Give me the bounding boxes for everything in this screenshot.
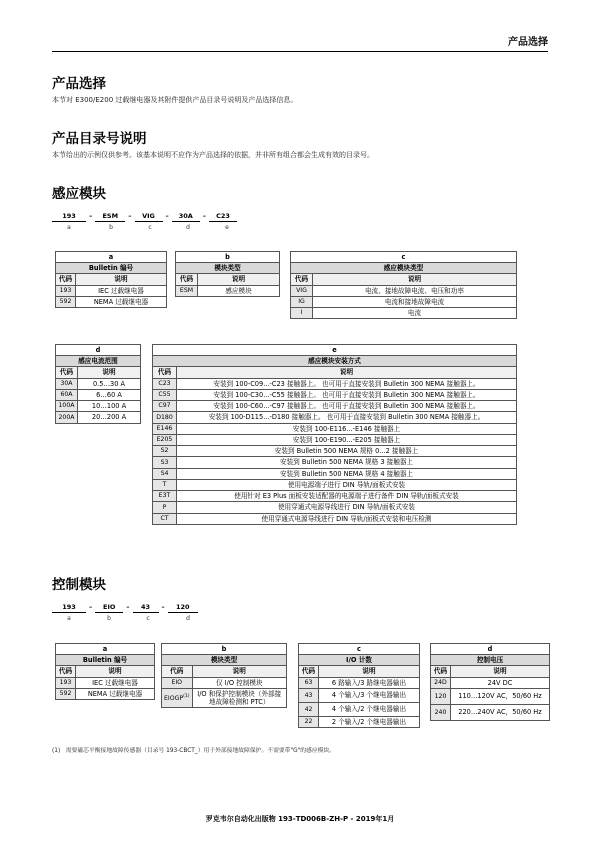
table-title: 模块类型 xyxy=(162,655,287,666)
code-letter: b xyxy=(109,224,113,231)
col-header-desc: 说明 xyxy=(319,666,420,677)
control-code-letters xyxy=(52,615,252,625)
sensing-table-b xyxy=(175,251,280,297)
cell-desc: 4 个输入/3 个继电器输出 xyxy=(319,688,420,702)
col-header-desc: 说明 xyxy=(313,274,517,285)
table-row xyxy=(56,378,141,389)
sensing-table-d xyxy=(55,344,141,424)
cell-code: 42 xyxy=(299,702,319,716)
col-header-code: 代码 xyxy=(162,666,193,677)
footnote xyxy=(52,745,335,754)
code-text: EIOGP xyxy=(164,694,184,702)
table-row xyxy=(162,688,287,707)
sensing-table-a xyxy=(55,251,167,308)
cell-desc: 220…240V AC，50/60 Hz xyxy=(451,704,550,720)
code-letter: c xyxy=(148,224,152,231)
cell-code: VIG xyxy=(291,285,313,296)
table-row xyxy=(299,702,420,716)
col-header-desc: 说明 xyxy=(451,666,550,677)
code-letter: c xyxy=(146,615,150,622)
code-letter: b xyxy=(107,615,111,622)
table-title: Bulletin 编号 xyxy=(56,263,167,274)
table-letter: d xyxy=(56,345,141,356)
cell-desc: 电流和接地故障电流 xyxy=(313,296,517,307)
cell-desc: NEMA 过载继电器 xyxy=(76,688,155,699)
table-row xyxy=(56,688,155,699)
table-row xyxy=(56,401,141,412)
cell-desc: 6 路输入/3 路继电器输出 xyxy=(319,677,420,688)
footnote-ref: (1) xyxy=(183,693,190,699)
code-letter: d xyxy=(186,224,190,231)
cell-code: C97 xyxy=(153,401,177,412)
table-row xyxy=(431,688,550,704)
cell-desc: IEC 过载继电器 xyxy=(76,677,155,688)
col-header-desc: 说明 xyxy=(76,274,167,285)
table-row xyxy=(153,502,517,513)
control-table-c xyxy=(298,643,420,728)
table-title: 控制电压 xyxy=(431,655,550,666)
cell-desc: 安装到 Bulletin 500 NEMA 规格 4 接触器上 xyxy=(177,468,517,479)
cell-desc: 电流、接地故障电流、电压和功率 xyxy=(313,285,517,296)
table-row xyxy=(153,412,517,423)
table-row xyxy=(299,716,420,727)
code-part: 43 xyxy=(133,603,159,613)
table-row xyxy=(153,468,517,479)
cell-desc: 安装到 100-D115...-D180 接触器上。 也可用于直接安装到 Bulletin 300 NEMA 接触器上。 xyxy=(177,412,517,423)
intro-text: 本节对 E300/E200 过载继电器及其附件提供产品目录号说明及产品选择信息。 xyxy=(52,96,298,104)
cell-code: CT xyxy=(153,513,177,524)
table-row xyxy=(153,457,517,468)
table-letter: e xyxy=(153,345,517,356)
code-part: VIG xyxy=(135,212,163,222)
cell-desc: 20…200 A xyxy=(78,412,141,423)
cell-desc: I/O 和保护控制模块（外部接地故障检测和 PTC） xyxy=(192,688,286,707)
code-part: 120 xyxy=(168,603,198,613)
code-letter: e xyxy=(225,224,229,231)
table-row xyxy=(56,412,141,423)
cell-code: S2 xyxy=(153,446,177,457)
table-row xyxy=(431,704,550,720)
code-letter: a xyxy=(67,615,71,622)
cell-code: 63 xyxy=(299,677,319,688)
cell-code: 592 xyxy=(56,688,76,699)
table-row xyxy=(56,285,167,296)
table-row xyxy=(176,285,280,296)
cell-code: S3 xyxy=(153,457,177,468)
header-section-label: 产品选择 xyxy=(508,37,548,48)
table-title: Bulletin 编号 xyxy=(56,655,155,666)
table-row xyxy=(153,401,517,412)
table-letter: c xyxy=(291,252,517,263)
col-header-code: 代码 xyxy=(153,367,177,378)
cell-code: C55 xyxy=(153,389,177,400)
col-header-desc: 说明 xyxy=(78,367,141,378)
sensing-table-c xyxy=(290,251,517,319)
cell-desc: 安装到 100-E116...-E146 接触器上 xyxy=(177,423,517,434)
code-part: 193 xyxy=(52,603,86,613)
table-row xyxy=(153,378,517,389)
cell-code: 24D xyxy=(431,677,451,688)
code-part: 30A xyxy=(172,212,200,222)
table-row xyxy=(291,308,517,319)
control-catalog-code: 193 – EIO – 43 – 120 xyxy=(52,603,198,613)
cell-code: 193 xyxy=(56,677,76,688)
cell-desc: 24V DC xyxy=(451,677,550,688)
col-header-code: 代码 xyxy=(56,367,78,378)
cell-desc: 使用穿通式电源导线进行 DIN 导轨/面板式安装和电压检测 xyxy=(177,513,517,524)
table-title: 感应电流范围 xyxy=(56,356,141,367)
cell-code: 200A xyxy=(56,412,78,423)
cell-code: 22 xyxy=(299,716,319,727)
cell-code xyxy=(162,688,193,707)
table-letter: b xyxy=(176,252,280,263)
cell-desc: 10…100 A xyxy=(78,401,141,412)
table-title: I/O 计数 xyxy=(299,655,420,666)
cell-code: D180 xyxy=(153,412,177,423)
table-row xyxy=(153,479,517,490)
col-header-desc: 说明 xyxy=(76,666,155,677)
cell-code: 60A xyxy=(56,389,78,400)
cell-code: E3T xyxy=(153,491,177,502)
table-row xyxy=(153,491,517,502)
sensing-catalog-code: 193 – ESM – VIG – 30A – C23 xyxy=(52,212,237,222)
catalog-explain-title: 产品目录号说明 xyxy=(52,131,147,147)
cell-code: 30A xyxy=(56,378,78,389)
col-header-code: 代码 xyxy=(431,666,451,677)
table-title: 感应模块类型 xyxy=(291,263,517,274)
table-row xyxy=(291,296,517,307)
code-part: ESM xyxy=(95,212,125,222)
table-row xyxy=(56,296,167,307)
col-header-desc: 说明 xyxy=(177,367,517,378)
control-table-b xyxy=(161,643,287,708)
cell-desc: 6…60 A xyxy=(78,389,141,400)
cell-code: 240 xyxy=(431,704,451,720)
cell-desc: NEMA 过载继电器 xyxy=(76,296,167,307)
cell-desc: 安装到 100-C30...-C55 接触器上。 也可用于直接安装到 Bulletin 300 NEMA 接触器上。 xyxy=(177,389,517,400)
control-table-a xyxy=(55,643,155,700)
table-title: 模块类型 xyxy=(176,263,280,274)
cell-desc: 使用穿通式电源导线进行 DIN 导轨/面板式安装 xyxy=(177,502,517,513)
cell-code: E205 xyxy=(153,434,177,445)
table-row xyxy=(153,434,517,445)
cell-desc: 0.5…30 A xyxy=(78,378,141,389)
col-header-code: 代码 xyxy=(299,666,319,677)
cell-desc: IEC 过载继电器 xyxy=(76,285,167,296)
cell-desc: 安装到 100-C60...-C97 接触器上。 也可用于直接安装到 Bulletin 300 NEMA 接触器上。 xyxy=(177,401,517,412)
cell-code: 120 xyxy=(431,688,451,704)
sensing-code-letters xyxy=(52,224,272,234)
col-header-code: 代码 xyxy=(176,274,198,285)
control-table-d xyxy=(430,643,550,721)
cell-code: 193 xyxy=(56,285,76,296)
cell-code: T xyxy=(153,479,177,490)
table-row xyxy=(153,446,517,457)
col-header-code: 代码 xyxy=(56,274,76,285)
table-letter: a xyxy=(56,644,155,655)
table-row xyxy=(431,677,550,688)
cell-code: IG xyxy=(291,296,313,307)
table-row xyxy=(162,677,287,688)
table-title: 感应模块安装方式 xyxy=(153,356,517,367)
cell-desc: 安装到 100-E190...-E205 接触器上 xyxy=(177,434,517,445)
catalog-explain-text: 本节给出的示例仅供参考。该基本说明不应作为产品选择的依据，并非所有组合都会生成有效的目录号。 xyxy=(52,151,374,159)
table-row xyxy=(291,285,517,296)
cell-code: 100A xyxy=(56,401,78,412)
table-row xyxy=(299,677,420,688)
sensing-module-title: 感应模块 xyxy=(52,186,106,202)
code-letter: d xyxy=(186,615,190,622)
cell-desc: 110…120V AC，50/60 Hz xyxy=(451,688,550,704)
footnote-mark: (1) xyxy=(52,748,61,754)
col-header-desc: 说明 xyxy=(192,666,286,677)
table-letter: c xyxy=(299,644,420,655)
cell-desc: 4 个输入/2 个继电器输出 xyxy=(319,702,420,716)
table-letter: d xyxy=(431,644,550,655)
cell-code: S4 xyxy=(153,468,177,479)
code-part: 193 xyxy=(52,212,86,222)
table-row xyxy=(153,423,517,434)
table-letter: b xyxy=(162,644,287,655)
table-letter: a xyxy=(56,252,167,263)
cell-code: P xyxy=(153,502,177,513)
cell-code: E146 xyxy=(153,423,177,434)
cell-code: 592 xyxy=(56,296,76,307)
cell-code: ESM xyxy=(176,285,198,296)
table-row xyxy=(153,513,517,524)
cell-desc: 安装到 Bulletin 500 NEMA 规格 3 接触器上 xyxy=(177,457,517,468)
col-header-code: 代码 xyxy=(291,274,313,285)
cell-code: EIO xyxy=(162,677,193,688)
sensing-table-e xyxy=(152,344,517,525)
cell-desc: 2 个输入/2 个继电器输出 xyxy=(319,716,420,727)
cell-desc: 使用电源端子进行 DIN 导轨/面板式安装 xyxy=(177,479,517,490)
control-module-title: 控制模块 xyxy=(52,577,106,593)
cell-desc: 电流 xyxy=(313,308,517,319)
cell-desc: 仅 I/O 控制模块 xyxy=(192,677,286,688)
page-footer: 罗克韦尔自动化出版物 193-TD006B-ZH-P - 2019年1月 xyxy=(205,815,395,823)
cell-code: I xyxy=(291,308,313,319)
code-letter: a xyxy=(67,224,71,231)
cell-code: C23 xyxy=(153,378,177,389)
cell-desc: 安装到 Bulletin 500 NEMA 规格 0...2 接触器上 xyxy=(177,446,517,457)
cell-desc: 安装到 100-C09...-C23 接触器上。 也可用于直接安装到 Bulletin 300 NEMA 接触器上。 xyxy=(177,378,517,389)
cell-desc: 使用针对 E3 Plus 面板安装适配器的电源端子进行备件 DIN 导轨/面板式安装 xyxy=(177,491,517,502)
table-row xyxy=(299,688,420,702)
header-rule xyxy=(52,51,548,52)
table-row xyxy=(56,677,155,688)
col-header-code: 代码 xyxy=(56,666,76,677)
page-title: 产品选择 xyxy=(52,76,106,92)
code-part: C23 xyxy=(209,212,237,222)
code-part: EIO xyxy=(95,603,123,613)
table-row xyxy=(153,389,517,400)
table-row xyxy=(56,389,141,400)
cell-code: 43 xyxy=(299,688,319,702)
cell-desc: 感应模块 xyxy=(198,285,280,296)
footnote-text: 需要磁芯平衡接地故障传感器（目录号 193-CBCT_）用于外部接地故障保护。不需要带"G"的感应模块。 xyxy=(65,748,336,754)
col-header-desc: 说明 xyxy=(198,274,280,285)
